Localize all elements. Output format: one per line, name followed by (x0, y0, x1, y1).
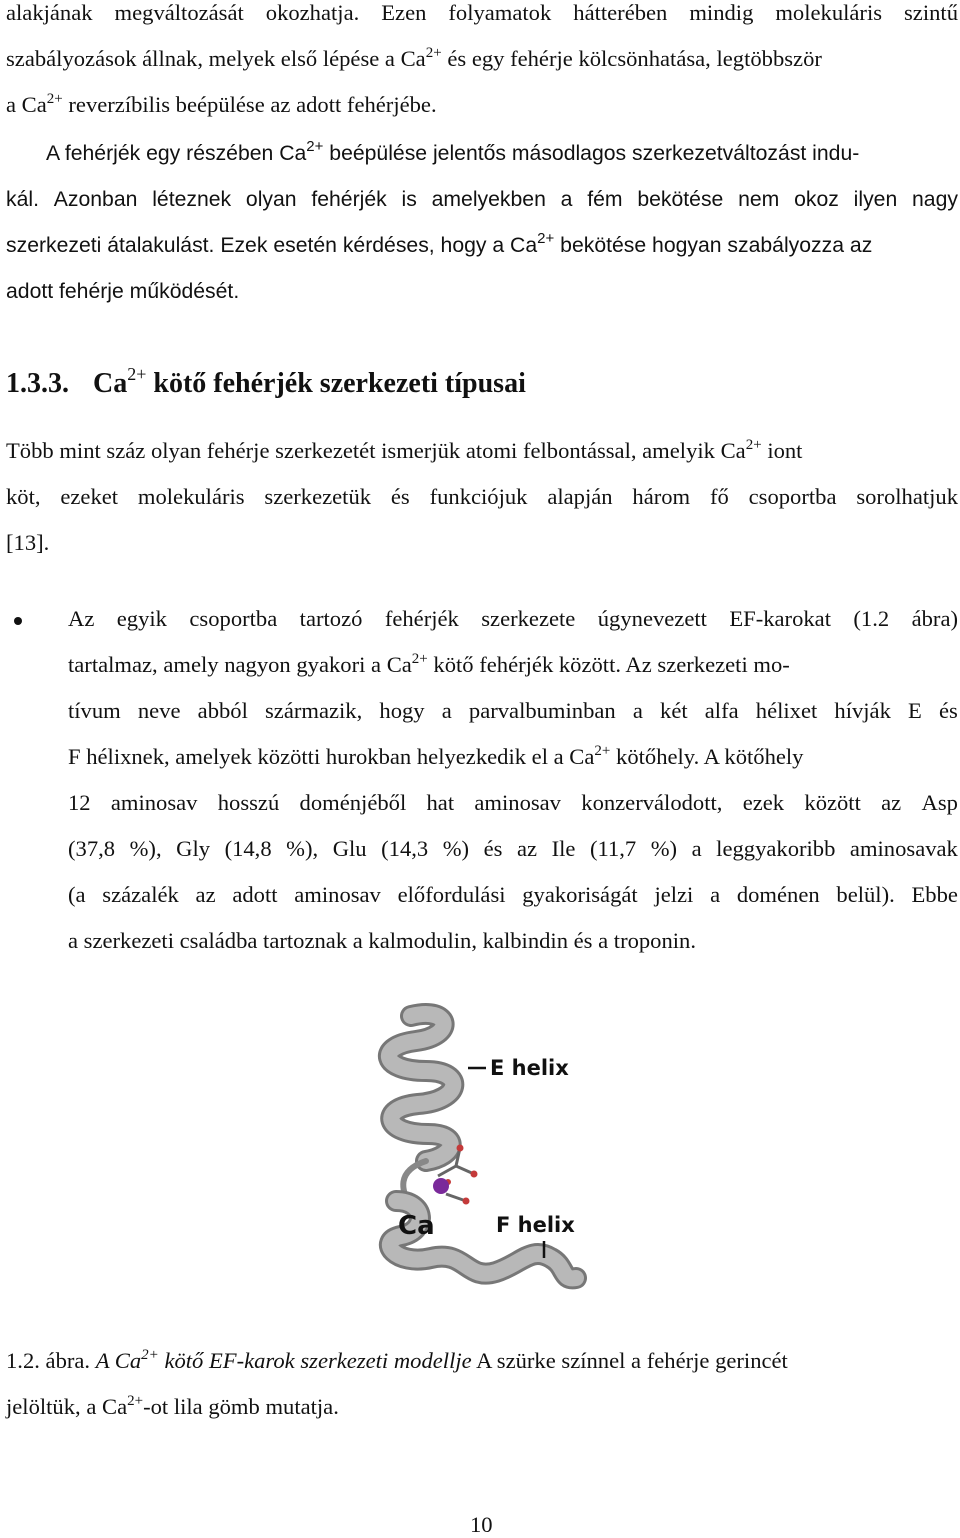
word: ilyen (853, 188, 898, 211)
word: és (390, 484, 410, 509)
text-line: szerkezeti átalakulást. Ezek esetén kérdéses, hogy a $Ca^{2+}$ bekötése hogyan szabályozza az (6, 230, 873, 257)
word: doménjéből (299, 790, 407, 815)
word: abból (197, 698, 248, 723)
word: az (195, 882, 216, 907)
word: funkciójuk (429, 484, 528, 509)
word: olyan (245, 188, 297, 211)
text-line: tartalmaz, amely nagyon gyakori a $Ca^{2+}$ kötő fehérjék között. Az szerkezeti mo- (68, 651, 790, 677)
page-number: 10 (470, 1512, 493, 1537)
word: konzerválodott, (581, 790, 723, 815)
word: %), (286, 836, 319, 861)
section-heading: 1.3.3. $Ca^{2+}$ kötő fehérjék szerkezeti típusai (6, 364, 526, 399)
word: szintű (904, 0, 958, 25)
word: gyakoriságát (522, 882, 638, 907)
word: (11,7 (589, 836, 637, 861)
word: ezeket (60, 484, 119, 509)
figure-caption-line-2: jelöltük, a $Ca^{2+}-ot$ lila gömb mutatja. (6, 1393, 339, 1419)
word: aminosav (110, 790, 198, 815)
word: neve (137, 698, 181, 723)
e-helix-label: E helix (490, 1056, 569, 1080)
word: is (401, 188, 417, 211)
word: hogy (379, 698, 425, 723)
word: csoportba (189, 606, 278, 631)
text-line: szabályozások állnak, melyek első lépése a $Ca^{2+}$ és egy fehérje kölcsönhatása, legtöbbször (6, 45, 822, 71)
word: %) (650, 836, 678, 861)
text-line (6, 2, 958, 25)
word: 12 (68, 790, 91, 815)
word: egyik (116, 606, 167, 631)
text-line: a $Ca^{2+}$ reverzíbilis beépülése az adott fehérjébe. (6, 91, 437, 117)
ef-hand-figure (356, 996, 596, 1296)
word: EF-karokat (729, 606, 831, 631)
word: folyamatok (448, 0, 552, 25)
ef-hand-model (356, 996, 596, 1296)
word: megváltozását (114, 0, 244, 25)
word: adott (232, 882, 278, 907)
word: Ezen (381, 0, 427, 25)
word: csoportba (748, 484, 837, 509)
word: köt, (6, 484, 41, 509)
word: (a (68, 882, 86, 907)
word: hívják (834, 698, 891, 723)
word: E (908, 698, 922, 723)
f-helix-label: F helix (496, 1213, 575, 1237)
word: (14,8 (224, 836, 272, 861)
word: szerkezetük (264, 484, 372, 509)
word: Ebbe (911, 882, 958, 907)
word: nagy (912, 188, 958, 211)
word: szerkezete (481, 606, 576, 631)
word: három (632, 484, 691, 509)
word: alfa (704, 698, 739, 723)
text-line: F hélixnek, amelyek közötti hurokban helyezkedik el a $Ca^{2+}$ kötőhely. A kötőhely (68, 743, 804, 769)
word: doménen (736, 882, 820, 907)
word: Azonban (53, 188, 138, 211)
word: leggyakoribb (716, 836, 836, 861)
text-line (68, 700, 958, 723)
word: aminosav (474, 790, 561, 815)
text-line: A fehérjék egy részében $Ca^{2+}$ beépülése jelentős másodlagos szerkezetváltozást indu- (46, 138, 860, 165)
word: ábra) (911, 606, 958, 631)
text-line: [13]. (6, 530, 50, 555)
text-line (68, 884, 958, 907)
word: és (483, 836, 503, 861)
word: előfordulási (397, 882, 506, 907)
word: a (560, 188, 573, 211)
word: között (804, 790, 861, 815)
word: és (938, 698, 958, 723)
section-number: 1.3.3. (6, 368, 69, 399)
word: a (441, 698, 452, 723)
word: léteznek (152, 188, 232, 211)
text-line (6, 486, 958, 509)
word: a (691, 836, 702, 861)
word: jelzi (654, 882, 694, 907)
word: két (660, 698, 688, 723)
word: okoz (794, 188, 839, 211)
text-line (6, 189, 958, 210)
word: fő (709, 484, 729, 509)
word: a (710, 882, 721, 907)
word: mindig (689, 0, 754, 25)
text-line: a szerkezeti családba tartoznak a kalmodulin, kalbindin és a troponin. (68, 928, 697, 953)
word: aminosavak (849, 836, 958, 861)
word: Ile (551, 836, 576, 861)
word: az (516, 836, 538, 861)
text-line (68, 608, 958, 631)
text-line (68, 838, 958, 861)
word: hátterében (573, 0, 668, 25)
word: aminosav (294, 882, 381, 907)
word: tívum (68, 698, 121, 723)
word: Az (68, 606, 95, 631)
word: hélixet (755, 698, 818, 723)
word: fém (587, 188, 623, 211)
word: (14,3 (381, 836, 429, 861)
text-line: Több mint száz olyan fehérje szerkezetét ismerjük atomi felbontással, amelyik $Ca^{2+}$ iont (6, 437, 803, 463)
word: tartozó (299, 606, 363, 631)
word: ezek (742, 790, 785, 815)
word: (1.2 (853, 606, 890, 631)
word: úgynevezett (597, 606, 707, 631)
word: sorolhatjuk (856, 484, 958, 509)
word: Asp (921, 790, 958, 815)
word: az (881, 790, 902, 815)
word: fehérjék (311, 188, 387, 211)
word: hosszú (217, 790, 280, 815)
word: származik, (265, 698, 363, 723)
figure-caption: 1.2. ábra. A $Ca^{2+}$ kötő EF-karok szerkezeti modellje A szürke színnel a fehérje gerincét (6, 1347, 788, 1373)
word: fehérjék (384, 606, 459, 631)
calcium-label: Ca (398, 1211, 435, 1241)
calcium-ion (433, 1178, 449, 1194)
word: alakjának (6, 0, 93, 25)
word: hat (426, 790, 455, 815)
word: kál. (6, 188, 39, 211)
word: %), (129, 836, 162, 861)
text-line: adott fehérje működését. (6, 280, 240, 303)
word: belül). (836, 882, 895, 907)
word: molekuláris (137, 484, 245, 509)
word: %) (442, 836, 470, 861)
word: bekötése (637, 188, 724, 211)
word: parvalbuminban (468, 698, 616, 723)
word: százalék (102, 882, 179, 907)
word: amelyekben (431, 188, 546, 211)
bullet-dot (14, 617, 22, 625)
word: Gly (176, 836, 211, 861)
word: (37,8 (68, 836, 116, 861)
word: okozhatja. (265, 0, 360, 25)
word: Glu (332, 836, 367, 861)
word: molekuláris (775, 0, 883, 25)
word: nem (738, 188, 780, 211)
word: alapján (547, 484, 613, 509)
word: a (632, 698, 643, 723)
text-line (68, 792, 958, 815)
